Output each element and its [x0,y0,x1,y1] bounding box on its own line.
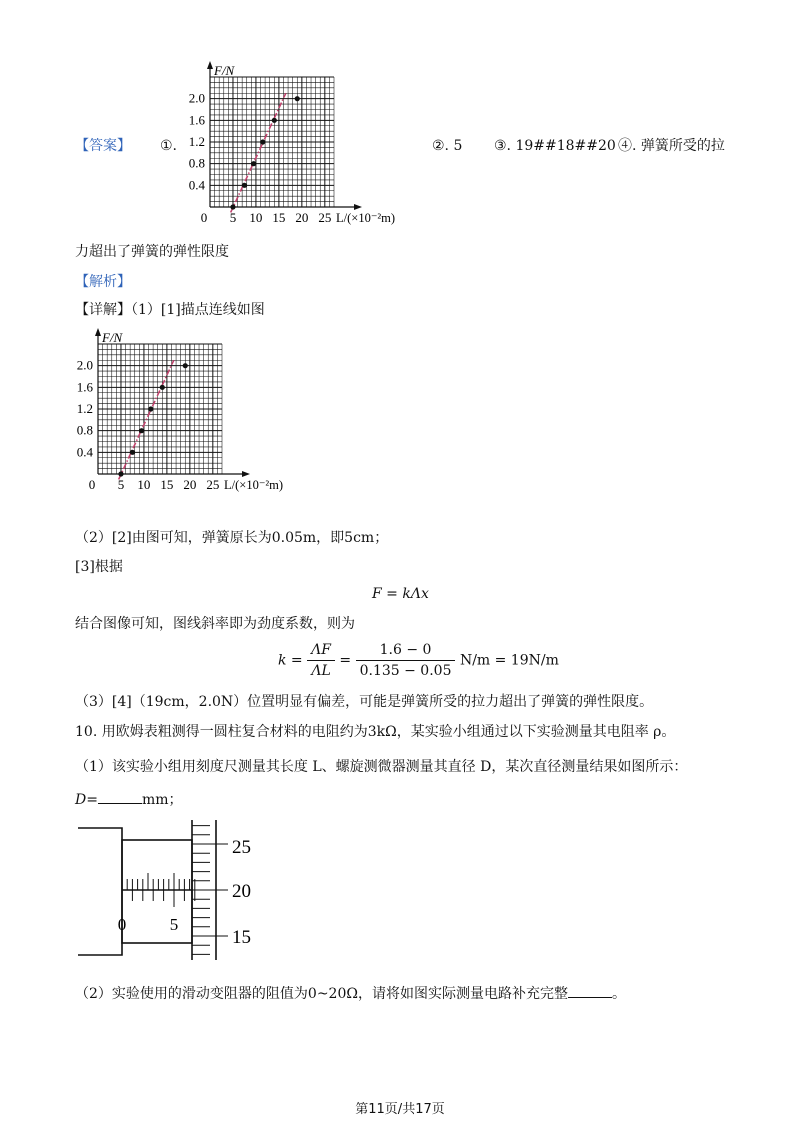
thimble-label-15: 15 [232,927,251,948]
fraction-values [356,640,456,681]
answer-chart-grid [210,77,334,207]
detail-chart-y-arrow [95,328,101,336]
detail-chart-ylabel: F/N [102,330,123,345]
answer-chart-x-tick-label: 20 [295,210,309,225]
answer-part4: ④. 弹簧所受的拉 [618,138,725,154]
detail-chart-x-tick-label: 5 [117,477,125,492]
detail-chart-y-tick-label: 0.8 [76,422,93,438]
detail-step1: （1）[1]描点连线如图 [131,302,265,318]
answer-chart-data-point [260,139,265,144]
main-scale-label-0: 0 [117,915,127,934]
chart-answer [180,55,430,230]
answer-chart-data-point [295,96,300,101]
formula-eq: = [339,652,352,669]
thimble-label-20: 20 [232,881,251,902]
detail-chart-y-tick-label: 2.0 [76,357,93,373]
answer-chart-data-point [230,204,235,209]
detail-chart-data-point [160,385,165,390]
formula-lhs: k = [278,652,303,669]
d-suffix: mm； [141,792,183,808]
detail-chart-x-tick-label: 0 [88,477,96,492]
answer-chart-x-arrow [354,204,362,210]
answer-part2: ②. 5 [432,138,463,154]
answer-chart-data-point [251,161,256,166]
main-scale-label-5: 5 [169,915,179,934]
frame-outline [78,828,122,955]
answer-chart-y-tick-label: 2.0 [188,90,205,106]
answer-part1: ①. [160,138,178,154]
fraction-delta [307,640,335,681]
detail-chart-data-point [139,428,144,433]
answer-part4-cont: 力超出了弹簧的弹性限度 [75,244,229,260]
detail-step4: 结合图像可知，图线斜率即为劲度系数，则为 [75,616,355,632]
detail-chart-x-arrow [242,471,250,477]
answer-chart-y-tick-label: 0.4 [188,177,205,193]
answer-chart-y-tick-label: 0.8 [188,155,205,171]
fraction-values-den: 0.135 − 0.05 [359,663,452,679]
answer-part3: ③. 19##18##20 [494,138,616,154]
detail-chart-x-tick-label: 15 [160,477,174,492]
chart-detail [68,322,318,497]
detail-chart-xlabel: L/(×10⁻²m) [224,478,284,492]
answer-chart-x-tick-label: 5 [229,210,237,225]
detail-chart-x-tick-label: 20 [183,477,197,492]
fraction-delta-num: ΛF [307,640,335,661]
q10-part2 [75,983,626,1004]
q10-stem: 10. 用欧姆表粗测得一圆柱复合材料的电阻约为3kΩ，某实验小组通过以下实验测量其电阻率 ρ。 [75,724,676,740]
page-footer: 第11页/共17页 [355,1102,445,1117]
detail-label: 【详解】 [75,302,131,318]
formula-hooke: F = kΛx [372,586,429,602]
answer-chart-data-point [272,118,277,123]
detail-chart-data-point [118,471,123,476]
answer-chart-x-tick-label: 10 [249,210,263,225]
fraction-values-num: 1.6 − 0 [356,640,456,661]
formula-stiffness [278,640,559,681]
q10-part2-end: 。 [611,986,626,1002]
detail-chart-y-tick-label: 0.4 [76,444,93,460]
detail-chart-grid [98,344,222,474]
d-answer-blank [98,789,142,804]
answer-chart-y-tick-label: 1.2 [188,134,205,149]
q10-part2-text: （2）实验使用的滑动变阻器的阻值为0~20Ω，请将如图实际测量电路补充完整 [75,986,568,1002]
detail-chart-y-tick-label: 1.6 [76,379,93,395]
formula-result: N/m = 19N/m [459,652,559,669]
micrometer-figure [70,815,290,960]
detail-chart-data-point [130,450,135,455]
answer-label: 【答案】 [75,138,131,154]
answer-chart-x-tick-label: 15 [272,210,286,225]
answer-chart-y-tick-label: 1.6 [188,112,205,128]
answer-chart-x-tick-label: 0 [200,210,208,225]
detail-line1 [75,300,265,320]
detail-step2: （2）[2]由图可知，弹簧原长为0.05m，即5cm； [75,530,389,546]
detail-step3: [3]根据 [75,559,123,575]
detail-step5: （3）[4]（19cm，2.0N）位置明显有偏差，可能是弹簧所受的拉力超出了弹簧的弹性限度。 [75,694,654,710]
detail-chart-data-point [148,406,153,411]
detail-chart-y-tick-label: 1.2 [76,401,93,416]
circuit-answer-blank [568,983,612,998]
detail-chart-data-point [183,363,188,368]
answer-chart-y-arrow [207,61,213,69]
q10-part1: （1）该实验小组用刻度尺测量其长度 L、螺旋测微器测量其直径 D，某次直径测量结果如图所示： [75,759,688,775]
d-prefix: D= [75,792,98,808]
detail-chart-x-tick-label: 25 [206,477,220,492]
answer-chart-xlabel: L/(×10⁻²m) [336,211,396,225]
fraction-delta-den: ΛL [311,663,331,679]
thimble-label-25: 25 [232,837,251,858]
answer-chart-data-point [242,183,247,188]
answer-chart-x-tick-label: 25 [318,210,332,225]
analysis-label: 【解析】 [75,274,131,290]
detail-chart-x-tick-label: 10 [137,477,151,492]
answer-chart-ylabel: F/N [214,63,235,78]
q10-d-line [75,789,183,810]
